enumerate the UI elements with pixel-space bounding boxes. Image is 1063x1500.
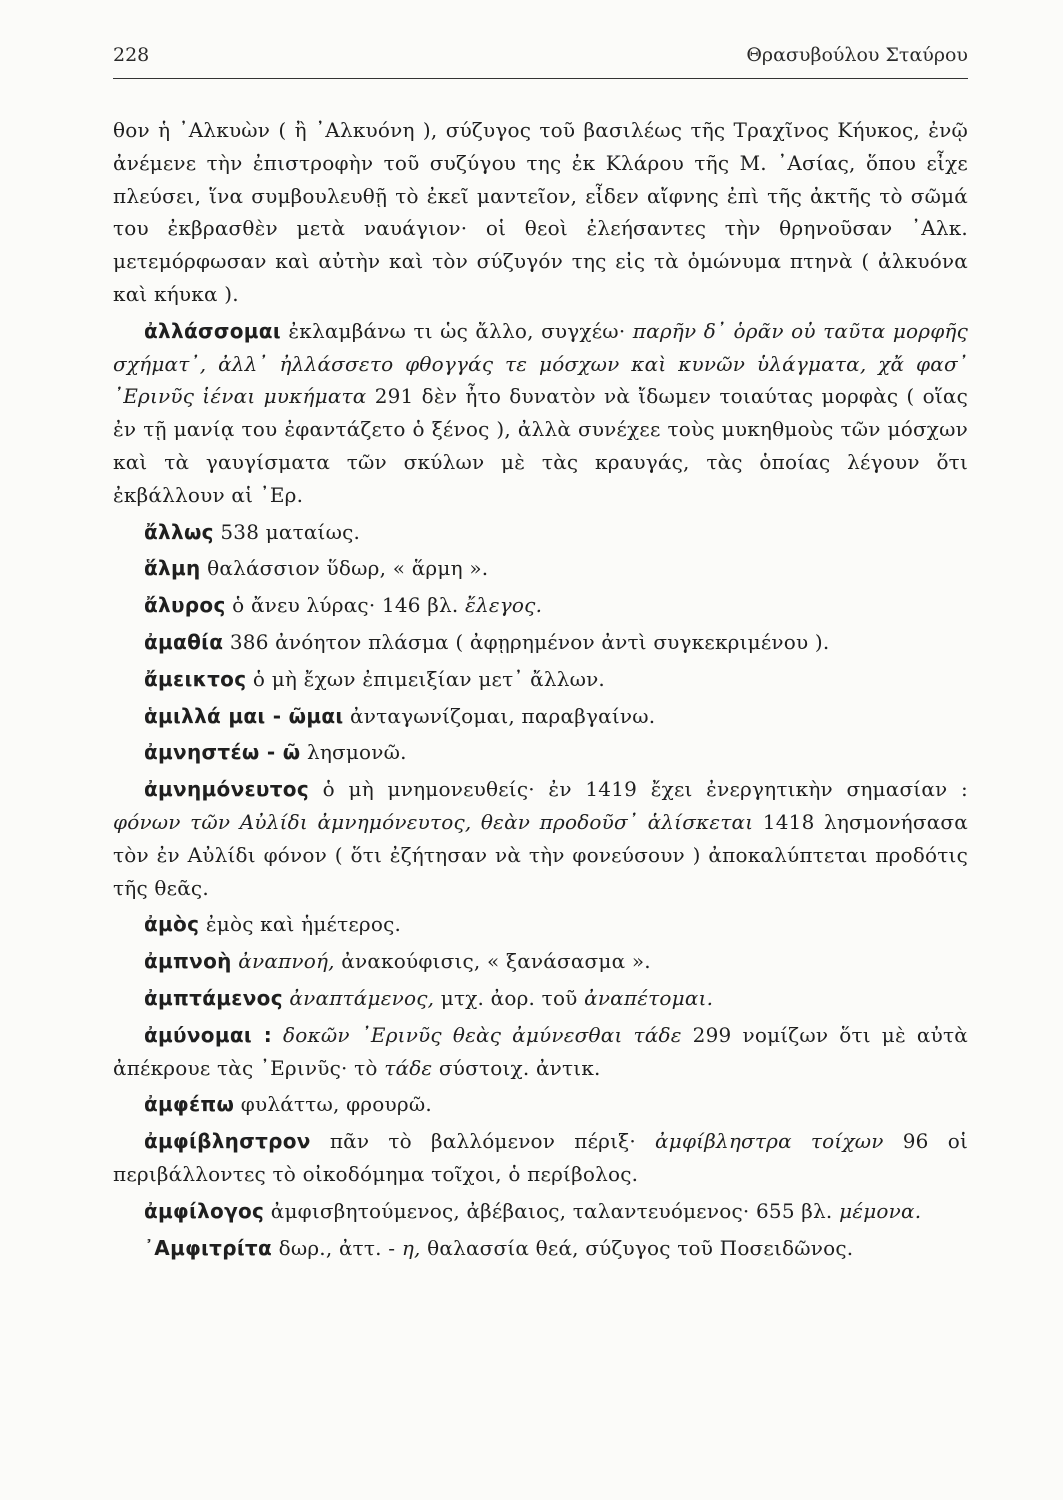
running-header [113,44,968,66]
definition-text: ἀμφισβητούμενος, ἀβέβαιος, ταλαντευόμενος· 655 βλ. [264,1198,840,1223]
entry-amptamenos [113,982,968,1015]
entry-amphilogos [113,1195,968,1228]
entry-alyros [113,589,968,622]
definition-text: δωρ., ἀττ. - [272,1235,402,1260]
definition-text: 1418 λησμονήσασα τὸν ἐν Αὐλίδι φόνον ( ὅτι ἐζήτησαν νὰ τὴν φονεύσουν ) ἀποκαλύπτεται προδότις τῆς θεᾶς. [113,809,968,900]
headword: ἀμπνοὴ [144,949,232,974]
quotation: παρῆν δ᾿ ὁρᾶν οὐ ταῦτα μορφῆς σχήματ᾿, ἀλλ᾿ ἠλλάσσετο φθογγάς τε μόσχων καὶ κυνῶν ὑλάγματα, χἄ φασ᾿ ᾿Ερινῦς ἱέναι μυκήματα [113,318,969,409]
definition-text: 538 ματαίως. [213,519,361,544]
definition-text [272,1023,283,1047]
definition-text: θαλάσσιον ὕδωρ, « ἅρμη ». [200,556,489,581]
quotation: η, [401,1235,421,1260]
entry-amathia [113,626,968,659]
definition-text: θαλασσία θεά, σύζυγος τοῦ Ποσειδῶνος. [420,1235,854,1260]
definition-text: πᾶν τὸ βαλλόμενον πέριξ· [310,1129,656,1154]
definition-text: 291 δὲν ἦτο δυνατὸν νὰ ἴδωμεν τοιαύτας μορφὰς ( οἵας ἐν τῇ μανίᾳ του ἐφαντάζετο ὁ ξένος ), ἀλλὰ συνέχεε τοὺς μυκηθμοὺς τῶν μόσχων καὶ τὰ γαυγίσματα τῶν σκύλων μὲ τὰς κραυγάς, τὰς ὁποίας λέγουν ὅτι ἐκβάλλουν αἱ ᾿Ερ. [113,384,968,507]
quotation: ἀμφίβληστρα τοίχων [655,1129,884,1154]
quotation: μέμονα. [839,1198,922,1223]
quotation: τάδε [384,1055,433,1080]
definition-text: ὁ ἄνευ λύρας· 146 βλ. [225,593,466,618]
entry-amos [113,908,968,941]
entry-halme [113,552,968,585]
definition-text: λησμονῶ. [300,740,407,765]
headword: ἄλυρος [144,593,226,618]
headword: ἁμιλλά μαι - ῶμαι [144,703,344,728]
headword: ἀμαθία [144,629,224,654]
quotation: ἀναπνοή, [238,949,335,974]
entry-amnesteo [113,736,968,769]
definition-text: ὁ μὴ ἔχων ἐπιμειξίαν μετ᾿ ἄλλων. [246,666,605,691]
definition-text: ὁ μὴ μνημονευθείς· ἐν 1419 ἔχει ἐνεργητικὴν σημασίαν : [309,777,968,802]
entry-amphepo [113,1088,968,1121]
headword: ἀμνημόνευτος [144,777,309,802]
headword: ἀμφίλογος [144,1198,265,1223]
quotation: ἀναπέτομαι. [584,985,714,1010]
definition-text: φυλάττω, φρουρῶ. [234,1092,432,1117]
headword: ἅλμη [144,556,201,581]
entry-amynomai [113,1019,968,1085]
entry-amphitrita [113,1232,968,1265]
definition-text: ἀνταγωνίζομαι, παραβγαίνω. [343,703,656,728]
headword: ἀλλάσσομαι [144,318,281,343]
definition-text: μτχ. ἀορ. τοῦ [434,985,585,1010]
intro-paragraph [113,114,968,311]
definition-text: σύστοιχ. ἀντικ. [432,1055,601,1080]
headword: ἀμπτάμενος [144,985,283,1010]
running-title: Θρασυβούλου Σταύρου [746,44,968,66]
entry-allassomai [113,315,968,512]
entry-allos [113,516,968,549]
dictionary-text [113,114,968,1268]
quotation: δοκῶν ᾿Ερινῦς θεὰς ἀμύνεσθαι τάδε [283,1022,682,1047]
entry-amphiblestron [113,1125,968,1191]
entry-ampnoe [113,945,968,978]
headword: ἄλλως [144,519,214,544]
page-number: 228 [113,44,150,66]
entry-ameiktos [113,663,968,696]
definition-text: 299 νομίζων ὅτι μὲ αὐτὰ ἀπέκρουε τὰς ᾿Ερινῦς· τὸ [113,1022,968,1080]
headword: ἀμνηστέω - ῶ [144,740,301,765]
headword: ἀμφίβληστρον [144,1129,311,1154]
headword: ἀμύνομαι : [144,1022,272,1047]
definition-text: ἐκλαμβάνω τι ὡς ἄλλο, συγχέω· [280,318,633,343]
entry-amnemoneutos [113,773,968,904]
headword: ἀμὸς [144,912,200,937]
header-rule [113,78,968,79]
entry-hamillamai [113,700,968,733]
definition-text: 386 ἀνόητον πλάσμα ( ἀφῃρημένον ἀντὶ συγκεκριμένου ). [223,629,830,654]
headword: ἀμφέπω [144,1092,235,1117]
intro-text: θον ἡ ᾿Αλκυὼν ( ἢ ᾿Αλκυόνη ), σύζυγος τοῦ βασιλέως τῆς Τραχῖνος Κήυκος, ἐνῷ ἀνέμενε τὴν ἐπιστροφὴν τοῦ συζύγου της ἐκ Κλάρου τῆς Μ. ᾿Ασίας, ὅπου εἶχε πλεύσει, ἵνα συμβουλευθῇ τὸ ἐκεῖ μαντεῖον, εἶδεν αἴφνης ἐπὶ τῆς ἀκτῆς τὸ σῶμά του ἐκβρασθὲν μετὰ ναυάγιον· οἱ θεοὶ ἐλεήσαντες τὴν θρηνοῦσαν ᾿Αλκ. μετεμόρφωσαν καὶ αὐτὴν καὶ τὸν σύζυγόν της εἰς τὰ ὁμώνυμα πτηνὰ ( ἀλκυόνα καὶ κήυκα ). [113,118,968,306]
quotation: ἔλεγος. [465,593,543,618]
quotation: ἀναπτάμενος, [289,985,435,1010]
quotation: φόνων τῶν Αὐλίδι ἀμνημόνευτος, θεὰν προδοῦσ᾿ ἁλίσκεται [113,809,754,834]
definition-text: 96 οἱ περιβάλλοντες τὸ οἰκοδόμημα τοῖχοι, ὁ περίβολος. [113,1129,968,1186]
definition-text: ἐμὸς καὶ ἡμέτερος. [199,912,402,937]
headword: ἄμεικτος [144,666,247,691]
definition-text: ἀνακούφισις, « ξανάσασμα ». [334,949,651,974]
headword: ᾿Αμφιτρίτα [144,1235,273,1260]
